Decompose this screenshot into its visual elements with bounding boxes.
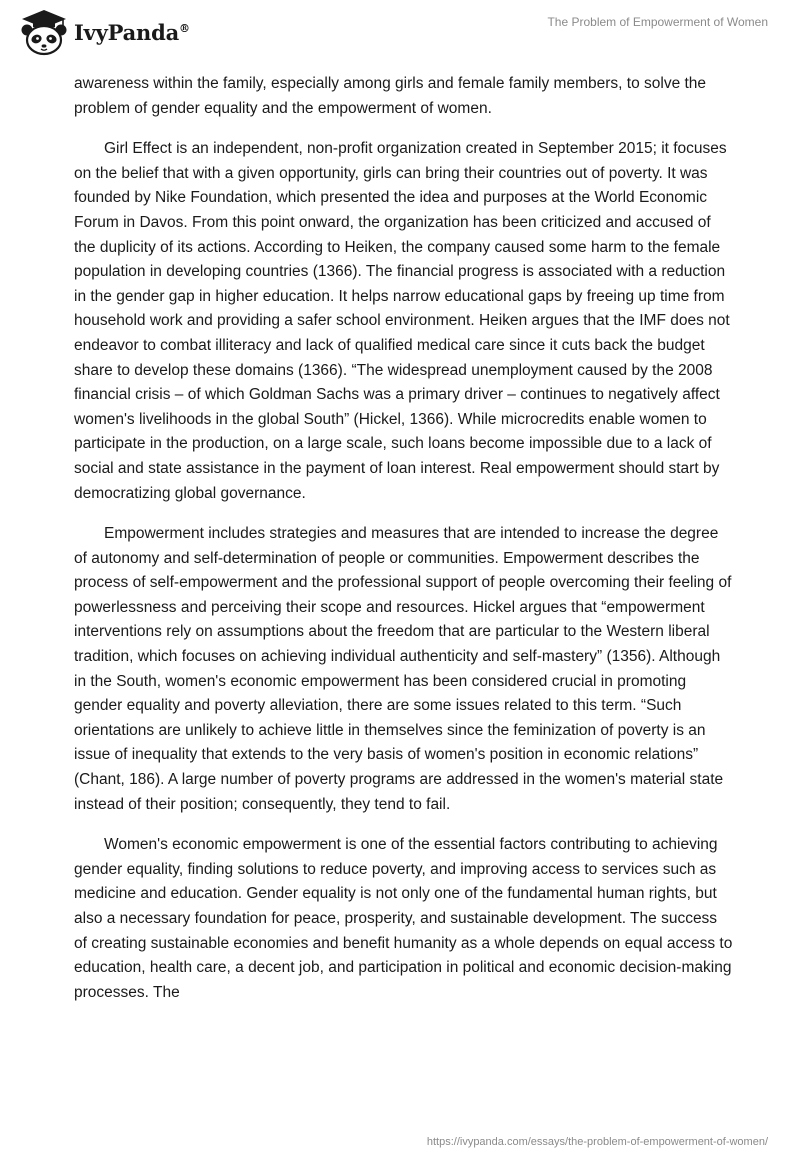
panda-graduation-cap-icon — [16, 7, 70, 57]
ivypanda-logo[interactable] — [16, 7, 190, 57]
essay-body — [74, 72, 734, 1021]
registered-mark: ® — [179, 21, 190, 35]
source-url[interactable]: https://ivypanda.com/essays/the-problem-of-empowerment-of-women/ — [426, 1136, 768, 1148]
paragraph-continuation: awareness within the family, especially among girls and female family members, to solve the problem of gender equality and the empowerment of women. — [74, 75, 707, 117]
paragraph-economic-empowerment: Women's economic empowerment is one of the essential factors contributing to achieving gender equality, finding solutions to reduce poverty, and improving access to services such as medicine and education. Gender equality is not only one of the fundamental human rights, but also a necessary foundation for peace, prosperity, and sustainable development. The success of creating sustainable economies and benefit humanity as a whole depends on equal access to education, health care, a decent job, and participation in political and economic decision-making processes. The — [74, 836, 733, 1001]
brand-name: IvyPanda® — [74, 19, 190, 45]
paragraph-empowerment-definition: Empowerment includes strategies and measures that are intended to increase the degree of autonomy and self-determination of people or communities. Empowerment describes the process of self-empowerment and the professional support of people overcoming their feeling of powerlessness and perceiving their scope and resources. Hickel argues that “empowerment interventions rely on assumptions about the freedom that are particular to the Western liberal tradition, which focuses on achieving individual authenticity and self-mastery” (1356). Although in the South, women's economic empowerment has been considered crucial in promoting gender equality and poverty alleviation, there are some issues related to this term. “Such orientations are unlikely to achieve little in themselves since the feminization of poverty is an issue of inequality that extends to the very basis of women's position in economic relations” (Chant, 186). A large number of poverty programs are addressed in the women's material state instead of their position; consequently, they tend to fail. — [74, 525, 732, 813]
paragraph-girl-effect: Girl Effect is an independent, non-profit organization created in September 2015; it focuses on the belief that with a given opportunity, girls can bring their countries out of poverty. It was founded by Nike Foundation, which presented the idea and purposes at the World Economic Forum in Davos. From this point onward, the organization has been criticized and accused of the duplicity of its actions. According to Heiken, the company caused some harm to the female population in developing countries (1366). The financial progress is associated with a reduction in the gender gap in higher education. It helps narrow educational gaps by freeing up time from household work and providing a safer school environment. Heiken argues that the IMF does not endeavor to combat illiteracy and lack of qualified medical care since it cuts back the budget share to develop these domains (1366). “The widespread unemployment caused by the 2008 financial crisis – of which Goldman Sachs was a primary driver – continues to negatively affect women's livelihoods in the global South” (Hickel, 1366). While microcredits enable women to participate in the production, on a large scale, such loans become impossible due to a lack of social and state assistance in the payment of loan interest. Real empowerment should start by democratizing global governance. — [74, 140, 730, 502]
page-header — [0, 0, 800, 64]
document-title: The Problem of Empowerment of Women — [547, 15, 768, 29]
